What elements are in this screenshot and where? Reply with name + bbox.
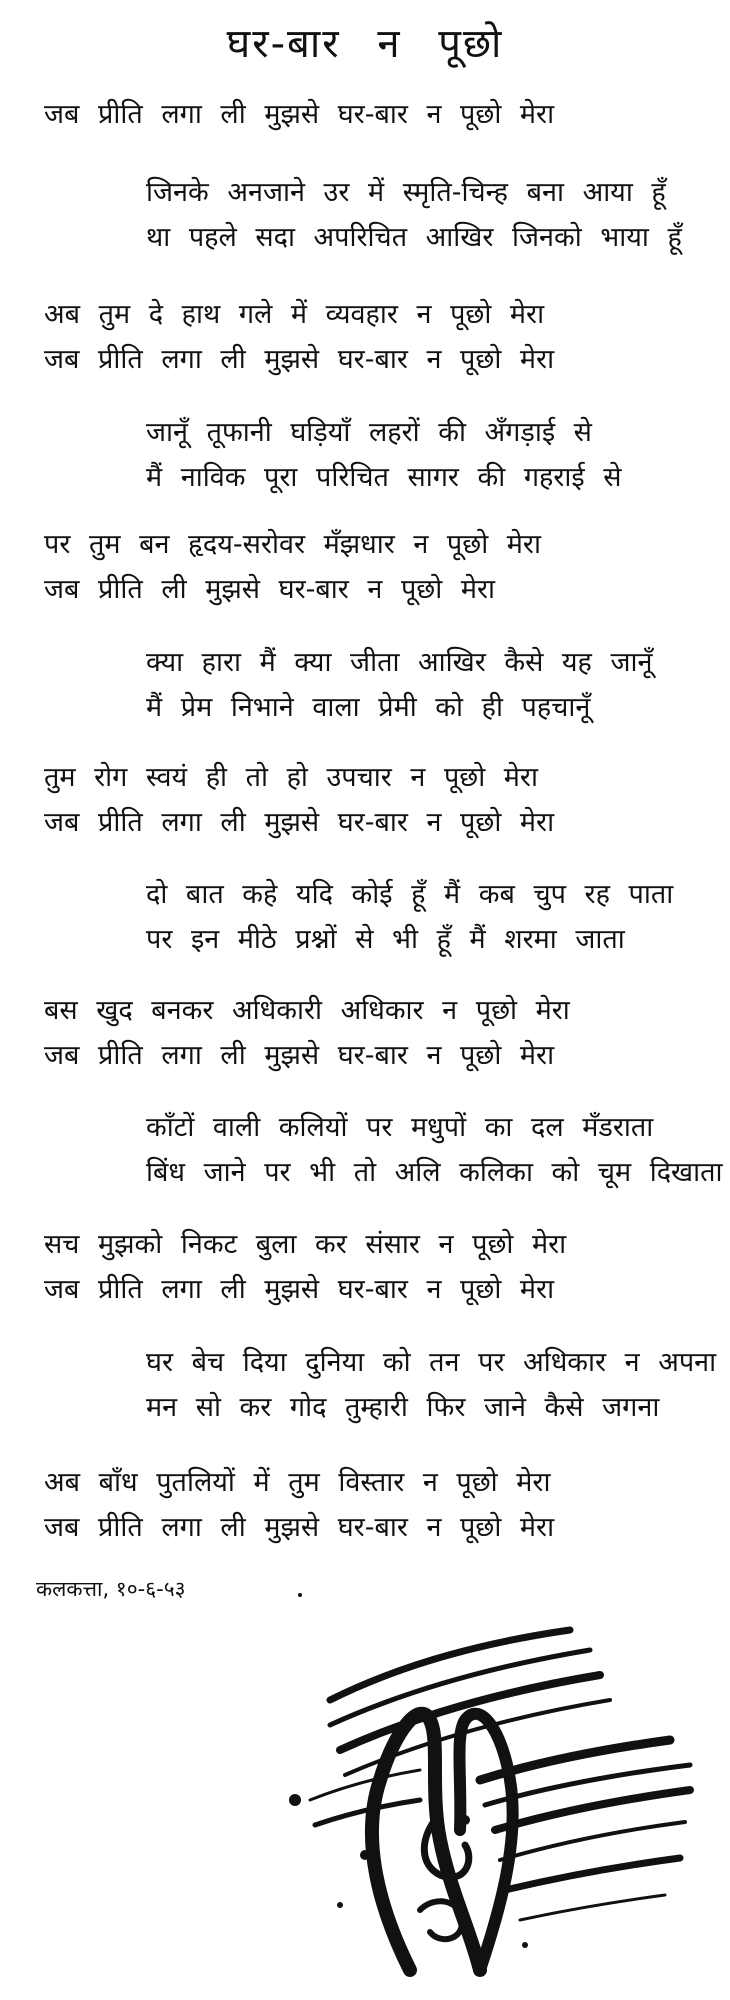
poem-line: अब बाँध पुतलियों में तुम विस्तार न पूछो मेरा — [44, 1467, 551, 1498]
poem-line: जब प्रीति लगा ली मुझसे घर-बार न पूछो मेरा — [44, 1274, 555, 1305]
poem-line: घर बेच दिया दुनिया को तन पर अधिकार न अपना — [146, 1347, 717, 1378]
poem-line: मन सो कर गोद तुम्हारी फिर जाने कैसे जगना — [146, 1392, 660, 1423]
poem-line: मैं नाविक पूरा परिचित सागर की गहराई से — [146, 462, 622, 493]
stanza-13 — [44, 1460, 554, 1550]
poem-line: बस खुद बनकर अधिकारी अधिकार न पूछो मेरा — [44, 995, 570, 1026]
poem-line: जिनके अनजाने उर में स्मृति-चिन्ह बना आया हूँ — [146, 177, 666, 208]
stanza-9 — [44, 988, 570, 1078]
poem-line: जब प्रीति लगा ली मुझसे घर-बार न पूछो मेरा — [44, 1512, 555, 1543]
poem-line: जब प्रीति लगा ली मुझसे घर-बार न पूछो मेरा — [44, 99, 555, 130]
poem-line: पर इन मीठे प्रश्नों से भी हूँ मैं शरमा जाता — [146, 924, 625, 955]
decorative-illustration — [270, 1590, 710, 1990]
stanza-3 — [44, 292, 554, 382]
poem-line: जब प्रीति लगा ली मुझसे घर-बार न पूछो मेरा — [44, 1040, 555, 1071]
stanza-5 — [44, 522, 541, 612]
stanza-7 — [44, 755, 554, 845]
poem-line: तुम रोग स्वयं ही तो हो उपचार न पूछो मेरा — [44, 762, 538, 793]
poem-line: जब प्रीति लगा ली मुझसे घर-बार न पूछो मेरा — [44, 344, 555, 375]
stanza-4 — [146, 410, 622, 500]
stanza-2 — [146, 170, 682, 260]
stanza-8 — [146, 872, 673, 962]
poem-line: पर तुम बन हृदय-सरोवर मँझधार न पूछो मेरा — [44, 529, 541, 560]
poem-line: काँटों वाली कलियों पर मधुपों का दल मँडराता — [146, 1112, 654, 1143]
poem-line: सच मुझको निकट बुला कर संसार न पूछो मेरा — [44, 1229, 567, 1260]
stanza-6 — [146, 640, 653, 730]
poem-title: घर-बार न पूछो — [226, 21, 504, 67]
poem-line: था पहले सदा अपरिचित आखिर जिनको भाया हूँ — [146, 222, 682, 253]
stanza-1 — [44, 92, 554, 137]
poem-line: दो बात कहे यदि कोई हूँ मैं कब चुप रह पाता — [146, 879, 674, 910]
stanza-10 — [146, 1105, 723, 1195]
place-date: कलकत्ता, १०-६-५३ — [36, 1577, 186, 1601]
poem-line: बिंध जाने पर भी तो अलि कलिका को चूम दिखाता — [146, 1157, 723, 1188]
poem-line: जब प्रीति लगा ली मुझसे घर-बार न पूछो मेरा — [44, 807, 555, 838]
stylized-figure — [372, 1714, 513, 1970]
stanza-11 — [44, 1222, 566, 1312]
poem-line: क्या हारा मैं क्या जीता आखिर कैसे यह जानूँ — [146, 647, 653, 678]
stanza-12 — [146, 1340, 716, 1430]
poem-line: जानूँ तूफानी घड़ियाँ लहरों की अँगड़ाई से — [146, 417, 592, 448]
poem-line: अब तुम दे हाथ गले में व्यवहार न पूछो मेरा — [44, 299, 545, 330]
poem-line: जब प्रीति ली मुझसे घर-बार न पूछो मेरा — [44, 574, 495, 605]
poem-line: मैं प्रेम निभाने वाला प्रेमी को ही पहचानूँ — [146, 692, 591, 723]
